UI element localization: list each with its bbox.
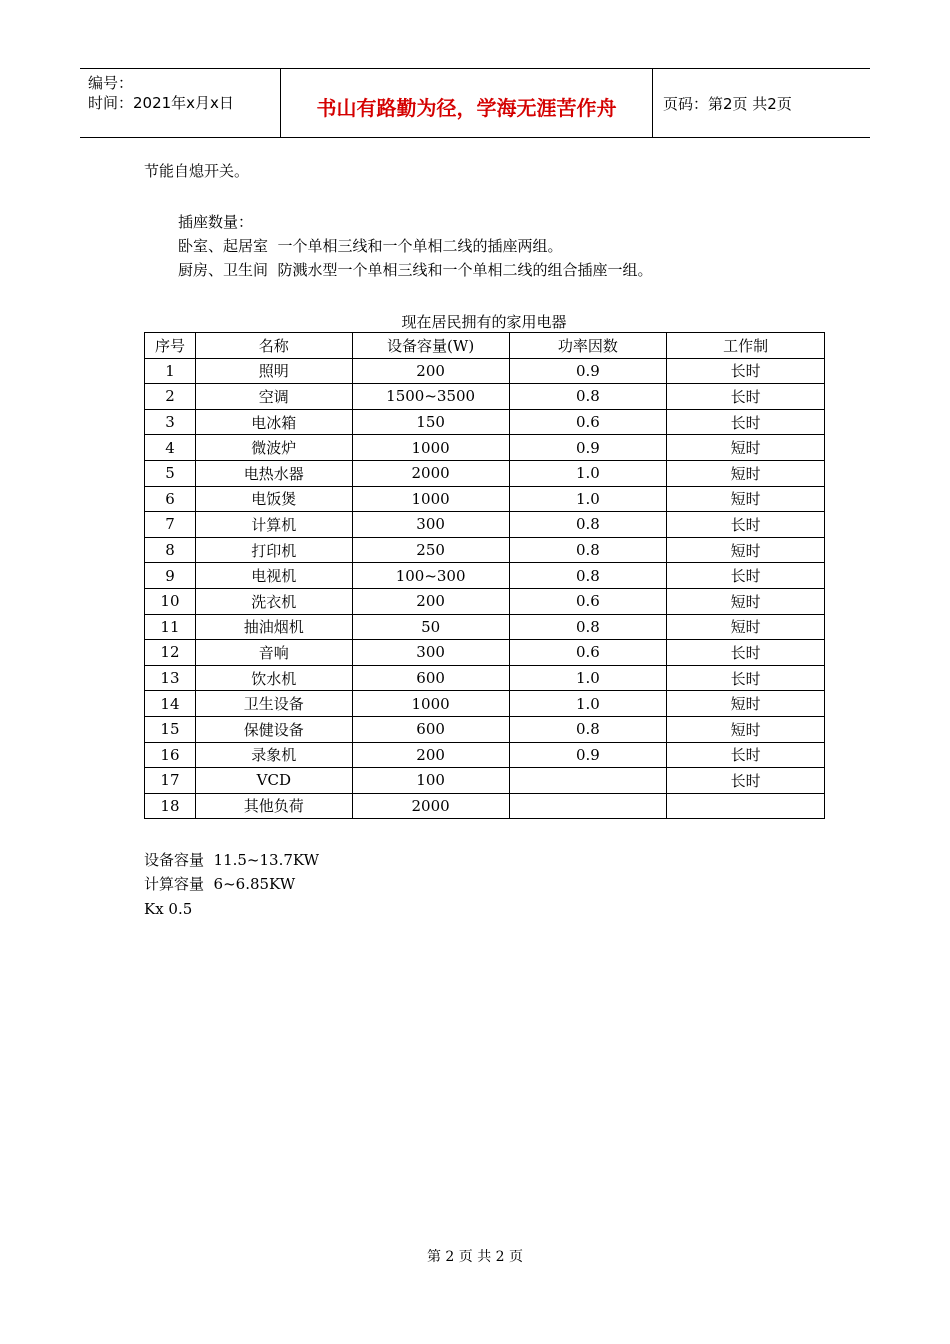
table-row — [145, 691, 825, 717]
header-motto: 书山有路勤为径，学海无涯苦作舟 — [281, 69, 653, 137]
cell-duty: 短时 — [667, 614, 825, 640]
cell-index: 10 — [145, 588, 196, 614]
table-row — [145, 768, 825, 794]
cell-power-factor: 1.0 — [509, 665, 667, 691]
cell-name: 保健设备 — [195, 716, 352, 742]
cell-capacity: 200 — [352, 588, 509, 614]
cell-power-factor: 0.8 — [509, 384, 667, 410]
cell-capacity: 200 — [352, 358, 509, 384]
header-power-factor: 功率因数 — [509, 333, 667, 359]
cell-capacity: 1000 — [352, 435, 509, 461]
cell-name: 其他负荷 — [195, 793, 352, 819]
cell-name: 洗衣机 — [195, 588, 352, 614]
table-row — [145, 614, 825, 640]
cell-capacity: 300 — [352, 512, 509, 538]
cell-index: 17 — [145, 768, 196, 794]
table-row — [145, 665, 825, 691]
page-footer: 第 2 页 共 2 页 — [426, 1249, 524, 1265]
cell-name: 饮水机 — [195, 665, 352, 691]
table-row — [145, 563, 825, 589]
cell-power-factor: 0.9 — [509, 742, 667, 768]
cell-name: 电视机 — [195, 563, 352, 589]
cell-capacity: 1500~3500 — [352, 384, 509, 410]
cell-power-factor — [509, 793, 667, 819]
table-row — [145, 435, 825, 461]
cell-index: 14 — [145, 691, 196, 717]
cell-name: 电饭煲 — [195, 486, 352, 512]
cell-duty: 长时 — [667, 665, 825, 691]
cell-index: 15 — [145, 716, 196, 742]
cell-capacity: 600 — [352, 716, 509, 742]
table-title: 现在居民拥有的家用电器 — [401, 313, 567, 331]
table-row — [145, 409, 825, 435]
cell-name: 打印机 — [195, 537, 352, 563]
table-row — [145, 640, 825, 666]
cell-name: 微波炉 — [195, 435, 352, 461]
cell-index: 1 — [145, 358, 196, 384]
cell-power-factor: 0.8 — [509, 512, 667, 538]
cell-name: 抽油烟机 — [195, 614, 352, 640]
cell-power-factor: 1.0 — [509, 691, 667, 717]
header-index: 序号 — [145, 333, 196, 359]
sockets-kitchen-line: 厨房、卫生间 防溅水型一个单相三线和一个单相二线的组合插座一组。 — [178, 261, 653, 279]
cell-index: 12 — [145, 640, 196, 666]
cell-index: 2 — [145, 384, 196, 410]
table-row — [145, 486, 825, 512]
cell-duty: 短时 — [667, 486, 825, 512]
header-duty: 工作制 — [667, 333, 825, 359]
table-row — [145, 716, 825, 742]
cell-index: 18 — [145, 793, 196, 819]
cell-duty — [667, 793, 825, 819]
table-row — [145, 537, 825, 563]
cell-name: VCD — [195, 768, 352, 794]
cell-capacity: 250 — [352, 537, 509, 563]
cell-capacity: 150 — [352, 409, 509, 435]
cell-power-factor: 0.9 — [509, 358, 667, 384]
cell-index: 8 — [145, 537, 196, 563]
cell-power-factor: 0.8 — [509, 563, 667, 589]
cell-power-factor: 1.0 — [509, 460, 667, 486]
cell-power-factor: 0.8 — [509, 716, 667, 742]
table-row — [145, 588, 825, 614]
cell-power-factor — [509, 768, 667, 794]
cell-duty: 长时 — [667, 358, 825, 384]
cell-index: 9 — [145, 563, 196, 589]
equipment-capacity: 设备容量 11.5~13.7KW — [144, 851, 319, 869]
cell-duty: 长时 — [667, 742, 825, 768]
cell-name: 计算机 — [195, 512, 352, 538]
cell-power-factor: 0.8 — [509, 614, 667, 640]
cell-capacity: 2000 — [352, 460, 509, 486]
calculated-capacity: 计算容量 6~6.85KW — [144, 875, 296, 893]
cell-index: 3 — [145, 409, 196, 435]
cell-index: 6 — [145, 486, 196, 512]
cell-capacity: 100 — [352, 768, 509, 794]
cell-duty: 长时 — [667, 768, 825, 794]
cell-duty: 短时 — [667, 588, 825, 614]
cell-name: 录象机 — [195, 742, 352, 768]
cell-duty: 短时 — [667, 435, 825, 461]
cell-duty: 长时 — [667, 640, 825, 666]
cell-name: 电热水器 — [195, 460, 352, 486]
cell-capacity: 1000 — [352, 486, 509, 512]
cell-power-factor: 1.0 — [509, 486, 667, 512]
table-header-row — [145, 333, 825, 359]
cell-capacity: 50 — [352, 614, 509, 640]
cell-power-factor: 0.6 — [509, 640, 667, 666]
cell-name: 照明 — [195, 358, 352, 384]
cell-duty: 长时 — [667, 512, 825, 538]
cell-capacity: 300 — [352, 640, 509, 666]
cell-duty: 长时 — [667, 563, 825, 589]
cell-duty: 短时 — [667, 691, 825, 717]
cell-name: 卫生设备 — [195, 691, 352, 717]
doc-number-label: 编号： — [88, 74, 134, 92]
kx-value: Kx 0.5 — [144, 900, 193, 918]
energy-switch-line: 节能自熄开关。 — [144, 162, 250, 180]
header-name: 名称 — [195, 333, 352, 359]
cell-duty: 长时 — [667, 384, 825, 410]
cell-capacity: 200 — [352, 742, 509, 768]
header-capacity: 设备容量(W) — [352, 333, 509, 359]
cell-power-factor: 0.8 — [509, 537, 667, 563]
header-left-cell — [80, 69, 281, 137]
page-header — [80, 68, 870, 138]
table-row — [145, 358, 825, 384]
cell-power-factor: 0.6 — [509, 588, 667, 614]
cell-index: 4 — [145, 435, 196, 461]
cell-capacity: 600 — [352, 665, 509, 691]
doc-time-label: 时间：2021年x月x日 — [88, 94, 234, 112]
cell-duty: 短时 — [667, 716, 825, 742]
cell-name: 电冰箱 — [195, 409, 352, 435]
cell-duty: 短时 — [667, 460, 825, 486]
cell-name: 空调 — [195, 384, 352, 410]
cell-index: 13 — [145, 665, 196, 691]
header-page-info: 页码：第2页 共2页 — [663, 94, 792, 113]
table-row — [145, 512, 825, 538]
table-row — [145, 384, 825, 410]
cell-index: 5 — [145, 460, 196, 486]
cell-capacity: 100~300 — [352, 563, 509, 589]
cell-duty: 短时 — [667, 537, 825, 563]
cell-duty: 长时 — [667, 409, 825, 435]
cell-power-factor: 0.6 — [509, 409, 667, 435]
cell-index: 11 — [145, 614, 196, 640]
appliance-table — [144, 332, 825, 819]
cell-name: 音响 — [195, 640, 352, 666]
cell-index: 7 — [145, 512, 196, 538]
cell-capacity: 1000 — [352, 691, 509, 717]
table-row — [145, 460, 825, 486]
table-row — [145, 742, 825, 768]
sockets-bedroom-line: 卧室、起居室 一个单相三线和一个单相二线的插座两组。 — [178, 237, 563, 255]
cell-index: 16 — [145, 742, 196, 768]
cell-power-factor: 0.9 — [509, 435, 667, 461]
cell-capacity: 2000 — [352, 793, 509, 819]
sockets-title: 插座数量： — [178, 213, 254, 231]
table-row — [145, 793, 825, 819]
